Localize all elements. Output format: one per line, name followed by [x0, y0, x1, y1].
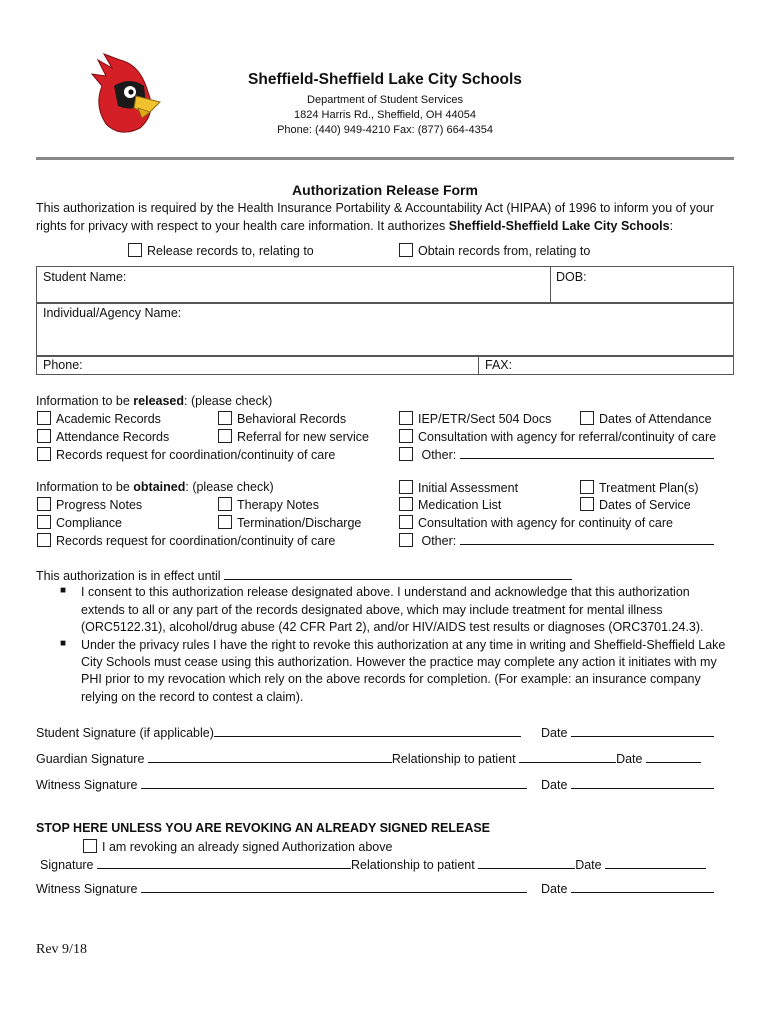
guardian-relationship-input[interactable]	[519, 751, 616, 763]
student-signature-input[interactable]	[214, 725, 521, 737]
cardinal-mascot-icon	[84, 46, 164, 136]
checkbox[interactable]	[37, 411, 51, 425]
checkbox[interactable]	[580, 497, 594, 511]
dates-of-service-option[interactable]: Dates of Service	[580, 497, 691, 512]
compliance-option[interactable]: Compliance	[37, 515, 122, 530]
witness-date-input[interactable]	[571, 777, 714, 789]
fax-label: FAX:	[485, 358, 513, 372]
revoke-witness-input[interactable]	[141, 881, 527, 893]
checkbox[interactable]	[218, 429, 232, 443]
revoke-heading: STOP HERE UNLESS YOU ARE REVOKING AN ALREADY SIGNED RELEASE	[36, 821, 491, 835]
checkbox[interactable]	[37, 515, 51, 529]
obtained-other-option[interactable]: Other:	[399, 533, 714, 548]
obtain-from-option[interactable]: Obtain records from, relating to	[399, 243, 590, 258]
referral-option[interactable]: Referral for new service	[218, 429, 369, 444]
behavioral-records-option[interactable]: Behavioral Records	[218, 411, 346, 426]
consent-line: extends to all or any part of the records designated above, which may include treatment for mental illness	[81, 603, 663, 617]
consent-line: (ORC5122.31), alcohol/drug abuse (42 CFR Part 2), and/or HIV/AIDS test results or diagnoses (ORC3701.24.3).	[81, 620, 704, 634]
medication-list-option[interactable]: Medication List	[399, 497, 501, 512]
obtained-heading: Information to be obtained: (please check)	[36, 480, 274, 494]
checkbox[interactable]	[399, 497, 413, 511]
checkbox[interactable]	[37, 497, 51, 511]
guardian-date-input[interactable]	[646, 751, 701, 763]
academic-records-option[interactable]: Academic Records	[37, 411, 161, 426]
revoke-witness-date-input[interactable]	[571, 881, 714, 893]
bullet-icon: ■	[60, 585, 67, 596]
header-divider	[36, 157, 734, 160]
consultation-continuity-option[interactable]: Consultation with agency for continuity of care	[399, 515, 673, 530]
therapy-notes-option[interactable]: Therapy Notes	[218, 497, 319, 512]
revoke-date-input[interactable]	[605, 857, 706, 869]
released-other-option[interactable]: Other:	[399, 447, 714, 462]
phone-fax: Phone: (440) 949-4210 Fax: (877) 664-4354	[277, 124, 493, 136]
effect-until-input[interactable]	[224, 568, 572, 580]
student-date-row: Date	[541, 725, 714, 740]
student-date-input[interactable]	[571, 725, 714, 737]
dob-label: DOB:	[556, 270, 587, 284]
obtained-other-input[interactable]	[460, 533, 714, 545]
checkbox[interactable]	[580, 480, 594, 494]
witness-signature-row: Witness Signature	[36, 777, 527, 792]
department: Department of Student Services	[307, 94, 463, 106]
intro-line-1: This authorization is required by the Health Insurance Portability & Accountability Act (HIPAA) of 1996 to inform you of your	[36, 201, 714, 215]
checkbox[interactable]	[399, 533, 413, 547]
consultation-referral-option[interactable]: Consultation with agency for referral/continuity of care	[399, 429, 716, 444]
released-heading: Information to be released: (please check)	[36, 394, 273, 408]
intro-line-2: rights for privacy with respect to your health care information. It authorizes Sheffield-Sheffield Lake City Schools:	[36, 219, 674, 233]
guardian-signature-row: Guardian Signature Relationship to patient Date	[36, 751, 701, 766]
revoke-relationship-input[interactable]	[478, 857, 575, 869]
bullet-icon: ■	[60, 638, 67, 649]
guardian-signature-input[interactable]	[148, 751, 392, 763]
released-other-input[interactable]	[460, 447, 714, 459]
address: 1824 Harris Rd., Sheffield, OH 44054	[293, 109, 476, 121]
release-to-checkbox[interactable]	[128, 243, 142, 257]
witness-date-row: Date	[541, 777, 714, 792]
revoke-signature-input[interactable]	[97, 857, 351, 869]
phone-field[interactable]	[36, 356, 734, 375]
student-name-field[interactable]	[36, 266, 734, 303]
witness-signature-input[interactable]	[141, 777, 527, 789]
org-name: Sheffield-Sheffield Lake City Schools	[248, 71, 522, 88]
iep-option[interactable]: IEP/ETR/Sect 504 Docs	[399, 411, 551, 426]
checkbox[interactable]	[399, 480, 413, 494]
termination-option[interactable]: Termination/Discharge	[218, 515, 361, 530]
checkbox[interactable]	[218, 497, 232, 511]
checkbox[interactable]	[399, 515, 413, 529]
dates-of-attendance-option[interactable]: Dates of Attendance	[580, 411, 712, 426]
initial-assessment-option[interactable]: Initial Assessment	[399, 480, 518, 495]
revision-label: Rev 9/18	[36, 942, 87, 957]
records-request-obtain-option[interactable]: Records request for coordination/continuity of care	[37, 533, 335, 548]
revoke-witness-row: Witness Signature	[36, 881, 527, 896]
agency-name-label: Individual/Agency Name:	[43, 306, 182, 320]
checkbox[interactable]	[37, 429, 51, 443]
privacy-line: Under the privacy rules I have the right to revoke this authorization at any time in writing and Sheffield-Sheffield Lake	[81, 638, 726, 652]
release-to-option[interactable]: Release records to, relating to	[128, 243, 314, 258]
revoke-signature-row: Signature Relationship to patient Date	[40, 857, 706, 872]
progress-notes-option[interactable]: Progress Notes	[37, 497, 142, 512]
effect-until: This authorization is in effect until	[36, 568, 572, 583]
checkbox[interactable]	[37, 533, 51, 547]
revoke-witness-date-row: Date	[541, 881, 714, 896]
revoke-checkbox[interactable]	[83, 839, 97, 853]
checkbox[interactable]	[399, 411, 413, 425]
records-request-option[interactable]: Records request for coordination/continuity of care	[37, 447, 335, 462]
student-signature-row: Student Signature (if applicable)	[36, 725, 521, 740]
privacy-line: relying on the record to contest a claim).	[81, 690, 304, 704]
checkbox[interactable]	[218, 411, 232, 425]
phone-label: Phone:	[43, 358, 83, 372]
checkbox[interactable]	[580, 411, 594, 425]
checkbox[interactable]	[399, 429, 413, 443]
checkbox[interactable]	[399, 447, 413, 461]
form-title: Authorization Release Form	[292, 182, 478, 198]
student-name-label: Student Name:	[43, 270, 127, 284]
privacy-line: PHI prior to my revocation which rely on the above records for completion. (For example: an insurance company	[81, 672, 701, 686]
consent-line: I consent to this authorization release designated above. I understand and acknowledge that this authorization	[81, 585, 690, 599]
attendance-records-option[interactable]: Attendance Records	[37, 429, 169, 444]
treatment-plan-option[interactable]: Treatment Plan(s)	[580, 480, 699, 495]
checkbox[interactable]	[37, 447, 51, 461]
revoke-option[interactable]: I am revoking an already signed Authorization above	[83, 839, 392, 854]
checkbox[interactable]	[218, 515, 232, 529]
privacy-line: City Schools must cease using this authorization. However the practice may complete any action it initiates with my	[81, 655, 717, 669]
obtain-from-checkbox[interactable]	[399, 243, 413, 257]
